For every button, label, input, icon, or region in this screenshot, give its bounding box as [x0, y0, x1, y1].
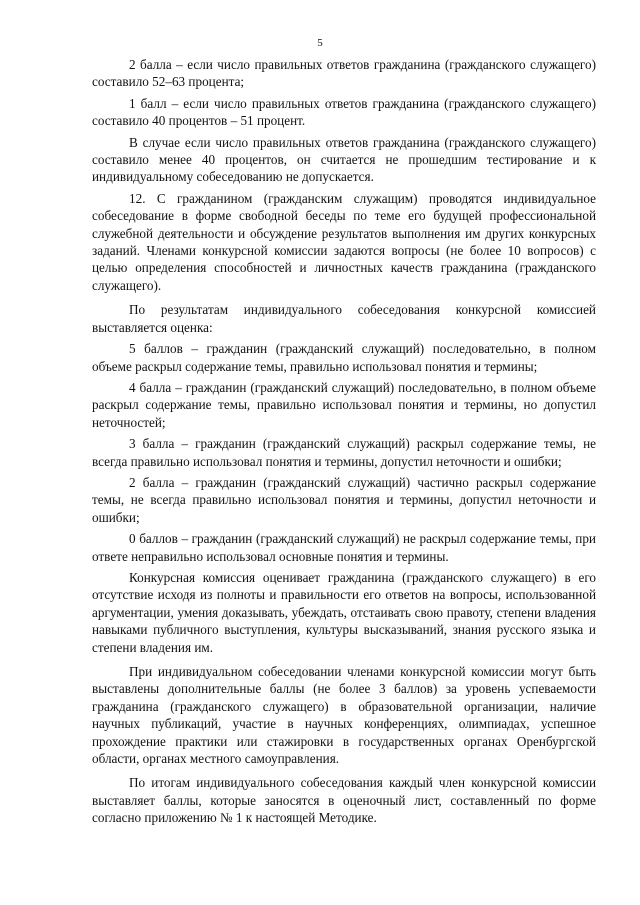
- document-body: [92, 56, 596, 827]
- paragraph-score-2: 2 балла – гражданин (гражданский служащий) частично раскрыл содержание темы, не всегда правильно использовал понятия и термины, допустил неточности и ошибки;: [92, 474, 596, 525]
- paragraph-score-2-test: 2 балла – если число правильных ответов гражданина (гражданского служащего) составило 52–63 процента;: [92, 57, 596, 90]
- paragraph-test-fail: В случае если число правильных ответов гражданина (гражданского служащего) составило менее 40 процентов, он считается не прошедшим тестирование и к индивидуальному собеседованию не допускается.: [92, 134, 596, 185]
- page-number: 5: [317, 37, 323, 49]
- paragraph-evaluation-sheet: По итогам индивидуального собеседования каждый член конкурсной комиссии выставляет баллы, которые заносятся в оценочный лист, составленный по форме согласно приложению № 1 к настоящей Методике.: [92, 775, 596, 826]
- paragraph-score-1-test: 1 балл – если число правильных ответов гражданина (гражданского служащего) составило 40 процентов – 51 процент.: [92, 95, 596, 129]
- paragraph-score-0: 0 баллов – гражданин (гражданский служащий) не раскрыл содержание темы, при ответе неправильно использовал основные понятия и термины.: [92, 531, 596, 564]
- paragraph-score-5: 5 баллов – гражданин (гражданский служащий) последовательно, в полном объеме раскрыл содержание темы, правильно использовал понятия и термины;: [92, 341, 596, 374]
- paragraph-additional-points: При индивидуальном собеседовании членами конкурсной комиссии могут быть выставлены дополнительные баллы (не более 3 баллов) за уровень успеваемости гражданина (гражданского служащего) в образовательной организации, наличие научных публикаций, участие в научных конференциях, олимпиадах, успешное прохождение практики или стажировки в государственных органах Оренбургской области, органах местного самоуправления.: [92, 664, 596, 767]
- paragraph-score-4: 4 балла – гражданин (гражданский служащий) последовательно, в полном объеме раскрыл содержание темы, правильно использовал понятия и термины, но допустил неточностей;: [92, 379, 596, 430]
- paragraph-item-12: 12. С гражданином (гражданским служащим) проводятся индивидуальное собеседование в форме свободной беседы по теме его будущей профессиональной служебной деятельности и обсуждение результатов выполнения им других конкурсных заданий. Членами конкурсной комиссии задаются вопросы (не более 10 вопросов) с целью определения способностей и личностных качеств гражданина (гражданского служащего).: [92, 190, 596, 293]
- paragraph-score-3: 3 балла – гражданин (гражданский служащий) раскрыл содержание темы, не всегда правильно использовал понятия и термины, допустил неточности и ошибки;: [92, 436, 596, 469]
- paragraph-interview-results: По результатам индивидуального собеседования конкурсной комиссией выставляется оценка:: [92, 302, 596, 335]
- paragraph-commission-evaluation: Конкурсная комиссия оценивает гражданина (гражданского служащего) в его отсутствие исходя из полноты и правильности его ответов на вопросы, использованной аргументации, умения доказывать, убеждать, отстаивать свою правоту, степени владения навыками публичного выступления, культуры высказываний, знания русского языка и степени владения им.: [92, 569, 596, 655]
